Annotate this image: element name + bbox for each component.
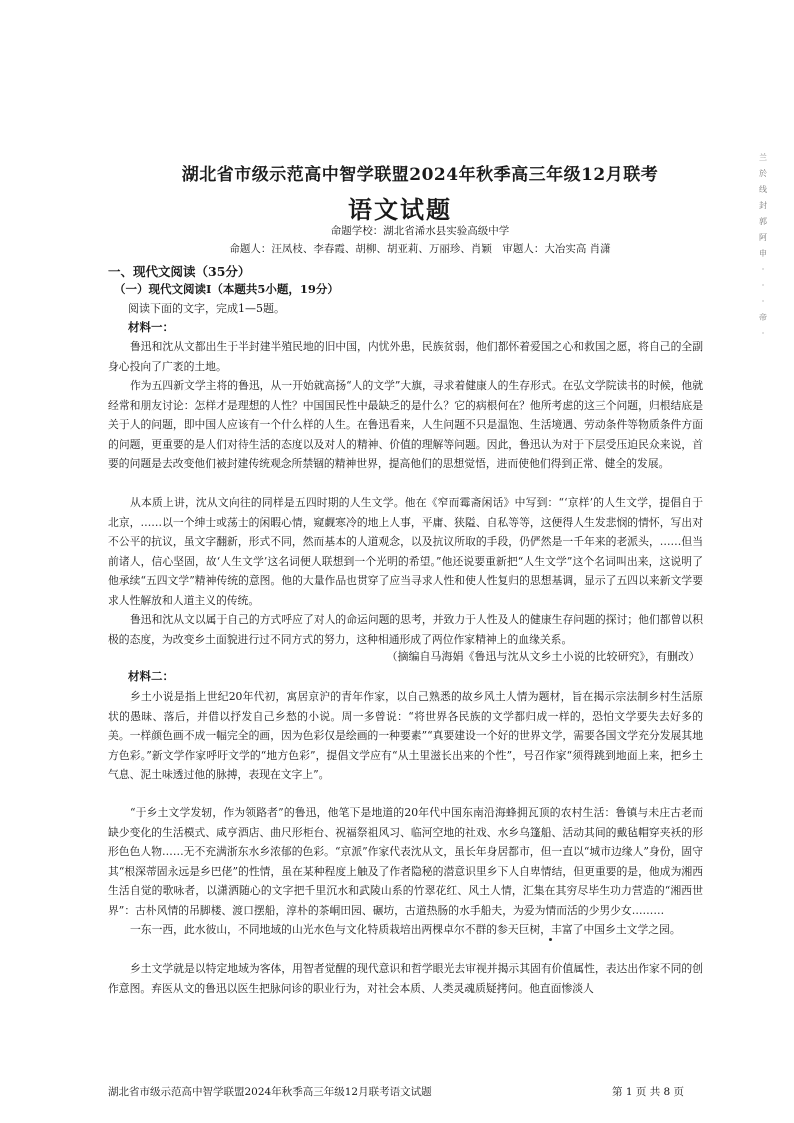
- material-2-paragraph: 一东一西，此水彼山，不同地域的山光水色与文化特质栽培出两棵卓尔不群的参天巨树，丰富了中国乡土文学之园。: [130, 923, 681, 936]
- binding-margin-marks: [756, 150, 770, 470]
- margin-mark: 帝: [759, 313, 767, 322]
- margin-mark: 封: [759, 201, 767, 210]
- margin-mark: ·: [761, 329, 765, 338]
- margin-mark: 郭: [759, 217, 767, 226]
- material-1-source: （摘编自马海娟《鲁迅与沈从文乡土小说的比较研究》，有删改）: [386, 650, 700, 663]
- material-1-label: 材料一：: [128, 320, 174, 334]
- margin-mark: ·: [761, 297, 765, 306]
- footer-page-number: 第 1 页 共 8 页: [612, 1086, 685, 1098]
- subject-title: 语文试题: [348, 195, 452, 224]
- material-1-paragraph: 作为五四新文学主将的鲁迅，从一开始就高扬“人的文学”大旗，寻求着健康人的生存形式。在弘文学院读书的时候，他就经常和朋友讨论：怎样才是理想的人性？中国国民性中最缺乏的是什么？它的病根何在？他所考虑的这三个问题，归根结底是关于人的问题，即中国人应该有一个什么样的人生。在鲁迅看来，人生问题不只是温饱、生活境遇、劳动条件等物质条件方面的问题，更重要的是人们对待生活的态度以及对人的精神、价值的理解等问题。因此，鲁迅认为对于下层受压迫民众来说，首要的问题是去改变他们被封建传统观念所禁锢的精神世界，提高他们的思想觉悟，进而使他们得到正常、健全的发展。: [108, 379, 703, 470]
- margin-mark: ·: [761, 281, 765, 290]
- material-1-paragraph: 鲁迅和沈从文都出生于半封建半殖民地的旧中国，内忧外患，民族贫弱，他们都怀着爱国之心和救国之愿，将自己的全副身心投向了广袤的土地。: [108, 340, 703, 373]
- material-2-paragraph: 乡土文学就是以特定地域为客体，用智者觉醒的现代意识和哲学眼光去审视并揭示其固有价值属性，表达出作家不同的创作意图。弃医从文的鲁迅以医生把脉问诊的职业行为，对社会本质、人类灵魂质疑拷问。他直面惨淡人: [108, 962, 703, 995]
- margin-mark: 兰: [759, 153, 767, 162]
- school-line: 命题学校：湖北省浠水县实验高级中学: [330, 225, 510, 237]
- material-2-paragraph: 乡土小说是指上世纪20年代初，寓居京沪的青年作家，以自己熟悉的故乡风土人情为题材，旨在揭示宗法制乡村生活原状的愚昧、落后，并借以抒发自己乡愁的小说。周一多曾说：“将世界各民族的文学都归成一样的，恐怕文学要失去好多的美。一样颜色画不成一幅完全的画，因为色彩仅是绘画的一种要素”“真要建设一个好的世界文学，需要各国文学充分发展其地方色彩。”新文学作家呼吁文学的“地方色彩”，提倡文学应有“从土里滋长出来的个性”，号召作家“须得跳到地面上来，把乡土气息、泥土味透过他的脉搏，表现在文字上”。: [108, 690, 703, 781]
- material-1-paragraph: 从本质上讲，沈从文向往的同样是五四时期的人生文学。他在《窄而霉斋闲话》中写到：“‘京样’的人生文学，提倡自于北京，……以一个绅士或荡士的闲暇心情，窥觑寒冷的地上人事，平庸、狭隘、自私等等，这便得人生发悲悯的情怀，写出对不公平的抗议，虽文字翻新，形式不同，然而基本的人道观念，以及抗议所取的手段，仍俨然是一千年来的老派头，……但当前诸人，信心坚固，故‘人生文学’这名词便人联想到一个光明的希望。”他还说要重新把“人生文学”这个名词叫出来，这说明了他承续“五四文学”精神传统的意图。他的大量作品也贯穿了应当寻求人性和使人性复归的思想基调，显示了五四以来新文学要求人性解放和人道主义的传统。: [108, 496, 703, 607]
- instruction: 阅读下面的文字，完成1—5题。: [128, 302, 285, 315]
- margin-mark: 线: [759, 185, 767, 194]
- exam-title: 湖北省市级示范高中智学联盟2024年秋季高三年级12月联考: [181, 165, 659, 185]
- margin-mark: 阿: [759, 233, 767, 242]
- material-1-paragraph: 鲁迅和沈从文以属于自己的方式呼应了对人的命运问题的思考，并致力于人性及人的健康生存问题的探讨；他们都曾以积极的态度，为改变乡土面貌进行过不同方式的努力，这种相通形成了两位作家精神上的血缘关系。: [108, 613, 703, 646]
- material-2-paragraph: “于乡土文学发轫，作为领路者”的鲁迅，他笔下是地道的20年代中国东南沿海蜂拥瓦顶的农村生活：鲁镇与未庄古老而缺少变化的生活模式、咸亨酒店、曲尺形柜台、祝福祭祖风习、临河空地的社戏、水乡乌篷船、活动其间的戴毡帽穿夹袄的形形色色人物……无不充满浙东水乡浓郁的色彩。“京派”作家代表沈从文，虽长年身居都市，但一直以“城市边缘人”身份，固守其“根深蒂固永远是乡巴佬”的性情，虽在某种程度上触及了作者隐秘的潜意识里乡下人自卑情结，但更重要的是，他成为湘西生活自觉的歌咏者，以潇洒随心的文字把千里沉水和武陵山系的竹翠花红、风土人情，汇集在其穷尽毕生功力营造的“湘西世界”：古朴风情的吊脚楼、渡口摆船，淳朴的茶峒田园、碾坊，古道热肠的水手船夫，为爱为情而活的少男少女………: [108, 806, 703, 917]
- margin-mark: ·: [761, 265, 765, 274]
- sub-heading: （一）现代文阅读Ⅰ（本题共5小题，19分）: [114, 282, 339, 296]
- speck-dot: [549, 938, 552, 941]
- authors-line: 命题人：汪凤枝、李春霞、胡柳、胡亚莉、万丽珍、肖颖 审题人：大冶实高 肖潇: [229, 243, 611, 255]
- section-heading: 一、现代文阅读（35分）: [108, 264, 251, 279]
- footer-exam-name: 湖北省市级示范高中智学联盟2024年秋季高三年级12月联考语文试题: [108, 1086, 432, 1098]
- material-2-label: 材料二：: [128, 669, 174, 683]
- margin-mark: 於: [759, 169, 767, 178]
- margin-mark: 申: [759, 249, 767, 258]
